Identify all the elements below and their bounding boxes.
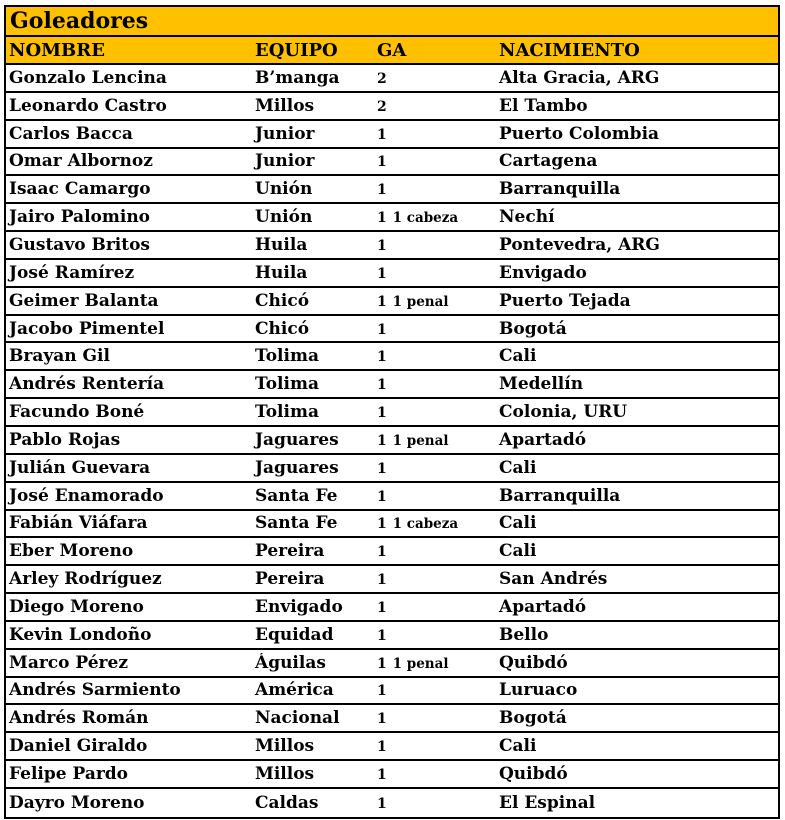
team-name: Unión	[255, 207, 313, 228]
goals-count: 2	[377, 70, 387, 87]
birthplace: Bogotá	[499, 318, 567, 339]
goals-count: 1	[377, 293, 387, 310]
goals-cell	[374, 235, 496, 255]
player-name: Carlos Bacca	[9, 123, 133, 144]
goals-cell	[374, 680, 496, 700]
goals-cell	[374, 736, 496, 756]
player-name: José Enamorado	[9, 485, 164, 506]
goals-cell	[374, 374, 496, 394]
goals-cell	[374, 207, 496, 227]
birthplace: El Tambo	[499, 95, 588, 116]
table-row	[6, 538, 778, 566]
table-row	[6, 260, 778, 288]
table-row	[6, 511, 778, 539]
table-row	[6, 650, 778, 678]
player-name: Andrés Sarmiento	[9, 680, 181, 701]
team-name: Tolima	[255, 374, 319, 395]
player-name: Fabián Viáfara	[9, 513, 148, 534]
birthplace: Pontevedra, ARG	[499, 234, 660, 255]
birthplace: San Andrés	[499, 569, 608, 590]
birthplace: Puerto Colombia	[499, 123, 660, 144]
team-name: Junior	[255, 123, 315, 144]
goals-count: 1	[377, 516, 387, 533]
goals-count: 1	[377, 126, 387, 143]
goals-count: 1	[377, 154, 387, 171]
birthplace: Colonia, URU	[499, 402, 628, 423]
player-name: Facundo Boné	[9, 402, 145, 423]
table-row	[6, 427, 778, 455]
goals-cell	[374, 151, 496, 171]
goals-count: 1	[377, 321, 387, 338]
goals-cell	[374, 430, 496, 450]
table-row	[6, 678, 778, 706]
birthplace: Barranquilla	[499, 179, 621, 200]
player-name: Gustavo Britos	[9, 234, 150, 255]
goals-cell	[374, 708, 496, 728]
goals-cell	[374, 569, 496, 589]
table-title: Goleadores	[6, 7, 778, 37]
birthplace: Nechí	[499, 207, 555, 228]
team-name: Envigado	[255, 596, 343, 617]
team-name: Millos	[255, 95, 315, 116]
goals-cell	[374, 402, 496, 422]
player-name: Arley Rodríguez	[9, 569, 162, 590]
table-row	[6, 288, 778, 316]
goals-cell	[374, 124, 496, 144]
team-name: B’manga	[255, 67, 340, 88]
goals-count: 1	[377, 572, 387, 589]
goals-count: 1	[377, 460, 387, 477]
birthplace: Bello	[499, 624, 549, 645]
player-name: Brayan Gil	[9, 346, 110, 367]
player-name: Leonardo Castro	[9, 95, 167, 116]
goals-count: 1	[377, 405, 387, 422]
header-team: EQUIPO	[255, 39, 338, 61]
goals-cell	[374, 513, 496, 533]
goal-note: 1 penal	[392, 432, 449, 449]
goals-count: 1	[377, 210, 387, 227]
team-name: Santa Fe	[255, 485, 338, 506]
goals-count: 1	[377, 377, 387, 394]
team-name: Caldas	[255, 792, 319, 813]
birthplace: Cartagena	[499, 151, 598, 172]
birthplace: Alta Gracia, ARG	[499, 67, 660, 88]
team-name: Equidad	[255, 624, 334, 645]
goals-cell	[374, 96, 496, 116]
player-name: Jairo Palomino	[9, 207, 151, 228]
table-row	[6, 761, 778, 789]
team-name: Millos	[255, 764, 315, 785]
player-name: Andrés Rentería	[9, 374, 165, 395]
table-row	[6, 733, 778, 761]
player-name: Kevin Londoño	[9, 624, 152, 645]
goals-count: 1	[377, 237, 387, 254]
birthplace: Cali	[499, 457, 537, 478]
goals-count: 1	[377, 683, 387, 700]
table-row	[6, 93, 778, 121]
team-name: Jaguares	[255, 457, 339, 478]
table-row	[6, 399, 778, 427]
player-name: Julián Guevara	[9, 457, 151, 478]
goals-cell	[374, 486, 496, 506]
table-body	[6, 65, 778, 817]
birthplace: Cali	[499, 346, 537, 367]
team-name: Chicó	[255, 290, 310, 311]
header-birthplace: NACIMIENTO	[499, 39, 640, 61]
table-row	[6, 705, 778, 733]
table-row	[6, 65, 778, 93]
team-name: Águilas	[255, 652, 326, 673]
table-row	[6, 371, 778, 399]
goals-cell	[374, 319, 496, 339]
team-name: Chicó	[255, 318, 310, 339]
team-name: América	[255, 680, 334, 701]
goals-cell	[374, 346, 496, 366]
player-name: Marco Pérez	[9, 652, 128, 673]
table-row	[6, 483, 778, 511]
player-name: Omar Albornoz	[9, 151, 153, 172]
table-row	[6, 343, 778, 371]
goals-cell	[374, 458, 496, 478]
birthplace: Cali	[499, 541, 537, 562]
header-ga: GA	[377, 39, 407, 61]
birthplace: Quibdó	[499, 764, 568, 785]
goals-cell	[374, 764, 496, 784]
player-name: Eber Moreno	[9, 541, 134, 562]
birthplace: Cali	[499, 736, 537, 757]
goals-count: 1	[377, 265, 387, 282]
goals-count: 1	[377, 655, 387, 672]
table-row	[6, 176, 778, 204]
goal-note: 1 penal	[392, 655, 449, 672]
goals-count: 1	[377, 432, 387, 449]
birthplace: Apartadó	[499, 596, 587, 617]
birthplace: Quibdó	[499, 652, 568, 673]
player-name: Andrés Román	[9, 708, 149, 729]
goal-note: 1 cabeza	[392, 516, 459, 533]
player-name: Pablo Rojas	[9, 429, 121, 450]
goals-count: 1	[377, 599, 387, 616]
goals-cell	[374, 625, 496, 645]
birthplace: Barranquilla	[499, 485, 621, 506]
team-name: Nacional	[255, 708, 340, 729]
team-name: Santa Fe	[255, 513, 338, 534]
player-name: Jacobo Pimentel	[9, 318, 165, 339]
team-name: Huila	[255, 262, 308, 283]
birthplace: Cali	[499, 513, 537, 534]
goals-cell	[374, 653, 496, 673]
table-row	[6, 594, 778, 622]
goals-cell	[374, 179, 496, 199]
team-name: Tolima	[255, 346, 319, 367]
team-name: Pereira	[255, 569, 325, 590]
goals-cell	[374, 263, 496, 283]
birthplace: El Espinal	[499, 792, 596, 813]
team-name: Unión	[255, 179, 313, 200]
header-name: NOMBRE	[9, 39, 105, 61]
player-name: Felipe Pardo	[9, 764, 129, 785]
goals-count: 1	[377, 182, 387, 199]
table-row	[6, 622, 778, 650]
goals-count: 1	[377, 627, 387, 644]
team-name: Pereira	[255, 541, 325, 562]
player-name: Dayro Moreno	[9, 792, 145, 813]
goals-count: 1	[377, 711, 387, 728]
player-name: Daniel Giraldo	[9, 736, 148, 757]
goal-note: 1 penal	[392, 293, 449, 310]
goals-cell	[374, 291, 496, 311]
scorers-table	[4, 5, 780, 819]
goals-cell	[374, 597, 496, 617]
table-row	[6, 121, 778, 149]
goals-count: 1	[377, 544, 387, 561]
goals-count: 1	[377, 739, 387, 756]
goals-count: 1	[377, 349, 387, 366]
goals-count: 2	[377, 98, 387, 115]
birthplace: Medellín	[499, 374, 584, 395]
table-row	[6, 316, 778, 344]
goals-count: 1	[377, 795, 387, 812]
header-row	[6, 37, 778, 65]
team-name: Millos	[255, 736, 315, 757]
team-name: Junior	[255, 151, 315, 172]
player-name: Isaac Camargo	[9, 179, 151, 200]
goals-count: 1	[377, 488, 387, 505]
team-name: Huila	[255, 234, 308, 255]
player-name: José Ramírez	[9, 262, 135, 283]
goals-count: 1	[377, 767, 387, 784]
goals-cell	[374, 793, 496, 813]
table-row	[6, 149, 778, 177]
team-name: Jaguares	[255, 429, 339, 450]
table-row	[6, 204, 778, 232]
goals-cell	[374, 541, 496, 561]
goals-cell	[374, 68, 496, 88]
birthplace: Bogotá	[499, 708, 567, 729]
birthplace: Puerto Tejada	[499, 290, 631, 311]
birthplace: Luruaco	[499, 680, 578, 701]
player-name: Gonzalo Lencina	[9, 67, 167, 88]
goal-note: 1 cabeza	[392, 210, 459, 227]
table-row	[6, 566, 778, 594]
player-name: Diego Moreno	[9, 596, 144, 617]
table-row	[6, 232, 778, 260]
team-name: Tolima	[255, 402, 319, 423]
birthplace: Apartadó	[499, 429, 587, 450]
table-row	[6, 455, 778, 483]
table-row	[6, 789, 778, 817]
birthplace: Envigado	[499, 262, 587, 283]
player-name: Geimer Balanta	[9, 290, 159, 311]
